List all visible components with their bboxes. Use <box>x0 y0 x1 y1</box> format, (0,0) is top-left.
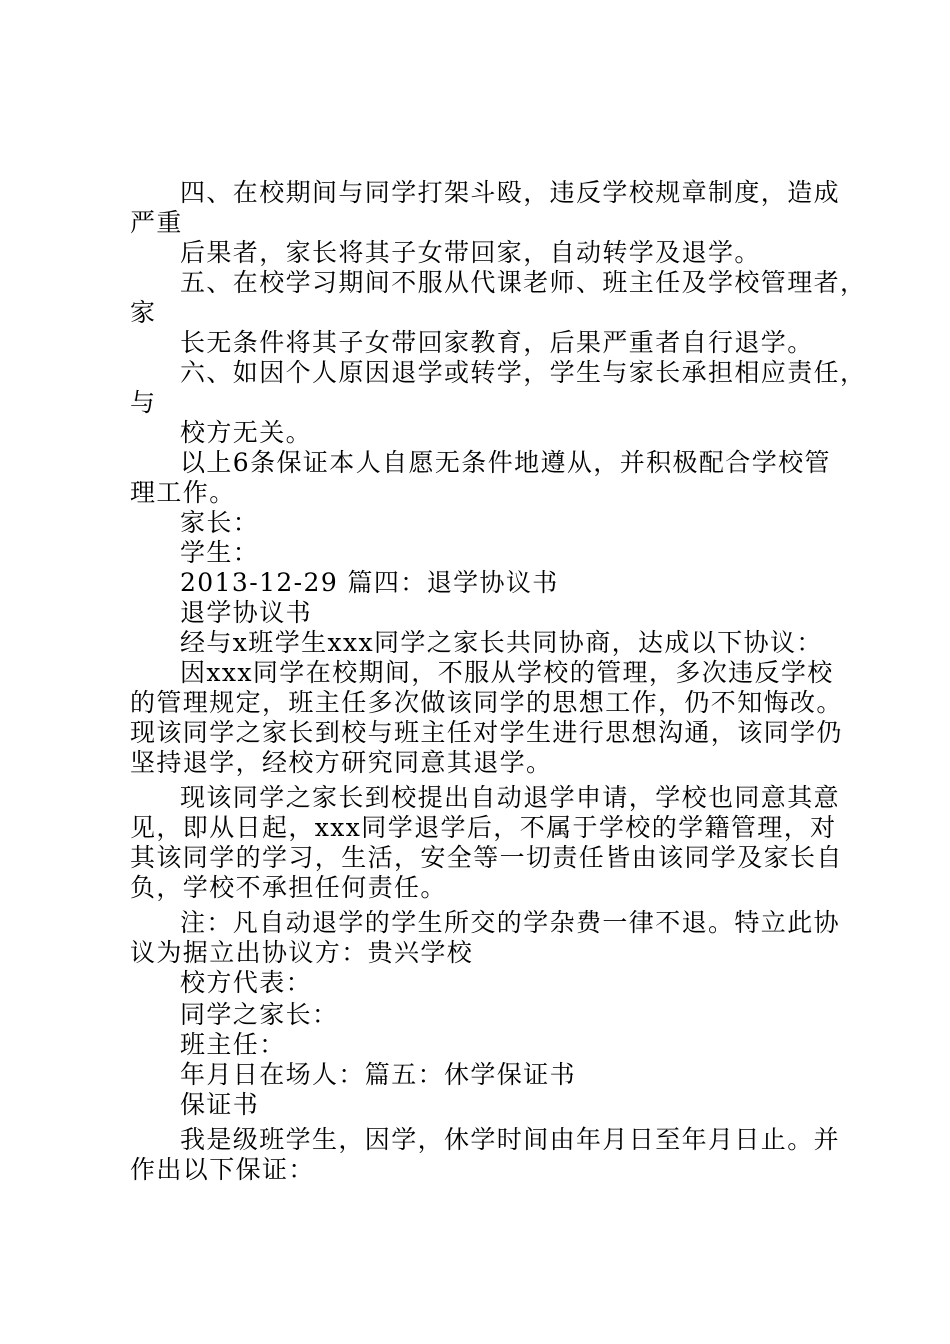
text-line: 保证书 <box>180 1090 260 1119</box>
text-line: 经与x班学生xxx同学之家长共同协商，达成以下协议： <box>180 628 823 657</box>
text-line: 现该同学之家长到校与班主任对学生进行思想沟通，该同学仍 <box>130 718 843 747</box>
text-line: 校方无关。 <box>180 418 313 447</box>
text-line: 学生： <box>180 538 260 567</box>
text-line: 退学协议书 <box>180 598 313 627</box>
text-line: 班主任： <box>180 1030 286 1059</box>
text-line: 以上6条保证本人自愿无条件地遵从，并积极配合学校管 <box>180 448 831 477</box>
text-line: 负，学校不承担任何责任。 <box>130 873 447 902</box>
text-line: 的管理规定，班主任多次做该同学的思想工作，仍不知悔改。 <box>130 688 843 717</box>
text-line: 作出以下保证： <box>130 1155 315 1184</box>
text-line: 严重 <box>130 208 183 237</box>
text-line: 五、在校学习期间不服从代课老师、班主任及学校管理者， <box>180 268 867 297</box>
text-line: 四、在校期间与同学打架斗殴，违反学校规章制度，造成 <box>180 178 841 207</box>
text-line: 我是级班学生，因学，休学时间由年月日至年月日止。并 <box>180 1125 841 1154</box>
text-line: 长无条件将其子女带回家教育，后果严重者自行退学。 <box>180 328 814 357</box>
text-line: 后果者，家长将其子女带回家，自动转学及退学。 <box>180 238 761 267</box>
text-line: 家长： <box>180 508 260 537</box>
text-line: 因xxx同学在校期间，不服从学校的管理，多次违反学校 <box>180 658 834 687</box>
text-line: 2013-12-29 篇四：退学协议书 <box>180 568 559 597</box>
text-line: 其该同学的学习，生活，安全等一切责任皆由该同学及家长自 <box>130 843 843 872</box>
text-line: 校方代表： <box>180 968 313 997</box>
text-line: 议为据立出协议方：贵兴学校 <box>130 938 474 967</box>
text-line: 年月日在场人：篇五：休学保证书 <box>180 1060 577 1089</box>
text-line: 家 <box>130 298 157 327</box>
text-line: 同学之家长： <box>180 1000 339 1029</box>
text-line: 见，即从日起，xxx同学退学后，不属于学校的学籍管理，对 <box>130 813 837 842</box>
text-line: 坚持退学，经校方研究同意其退学。 <box>130 748 553 777</box>
text-line: 六、如因个人原因退学或转学，学生与家长承担相应责任， <box>180 358 867 387</box>
text-line: 注：凡自动退学的学生所交的学杂费一律不退。特立此协 <box>180 908 841 937</box>
text-line: 理工作。 <box>130 478 236 507</box>
text-line: 与 <box>130 388 157 417</box>
text-line: 现该同学之家长到校提出自动退学申请，学校也同意其意 <box>180 783 841 812</box>
